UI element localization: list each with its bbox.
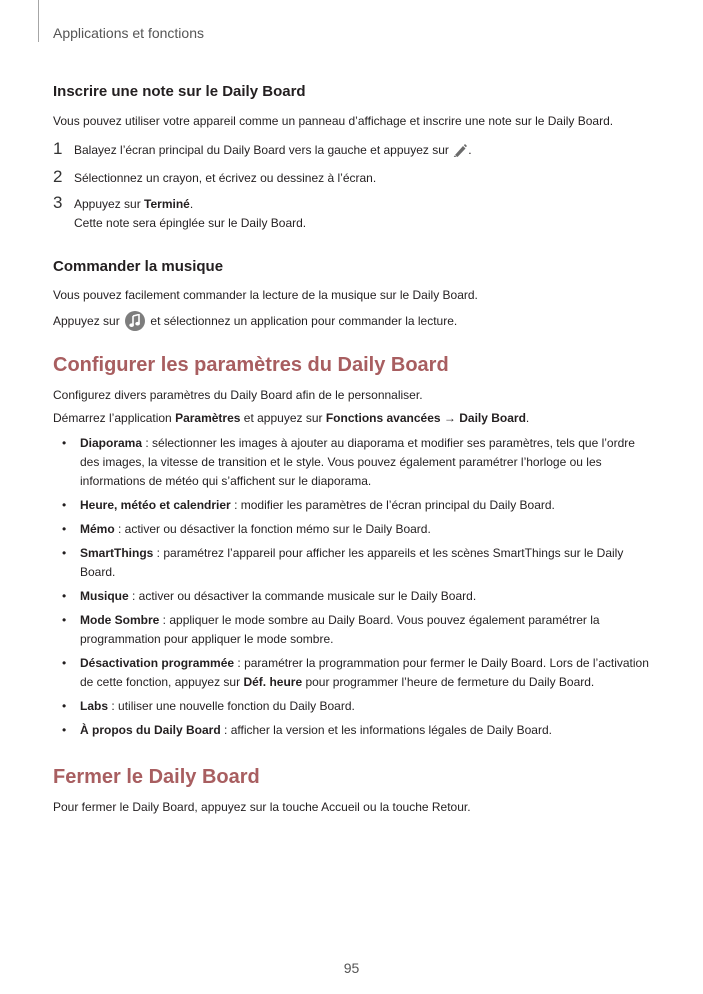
- item-desc-2: pour programmer l’heure de fermeture du Daily Board.: [302, 675, 595, 689]
- music-prefix: Appuyez sur: [53, 314, 120, 328]
- step-bold: Terminé: [144, 197, 190, 211]
- music-line2: [53, 311, 653, 331]
- item-term: Mémo: [80, 522, 115, 536]
- item-desc: : modifier les paramètres de l’écran principal du Daily Board.: [230, 498, 555, 512]
- item-desc: : activer ou désactiver la commande musicale sur le Daily Board.: [128, 589, 477, 603]
- item-term: À propos du Daily Board: [80, 723, 221, 737]
- item-desc: : sélectionner les images à ajouter au diaporama et modifier ses paramètres, tels que l’ordre des images, la vitesse de transition et le style. Vous pouvez également paramétrer l’horloge ou les informations de météo qui s’affichent sur le diaporama.: [80, 436, 635, 488]
- item-term: Musique: [80, 589, 129, 603]
- list-item: [53, 697, 653, 716]
- step-text: Balayez l’écran principal du Daily Board vers la gauche et appuyez sur: [74, 143, 449, 157]
- step-prefix: Appuyez sur: [74, 197, 145, 211]
- step-line2: Cette note sera épinglée sur le Daily Board.: [74, 216, 307, 230]
- bullet: •: [62, 589, 67, 603]
- item-desc: : activer ou désactiver la fonction mémo sur le Daily Board.: [114, 522, 431, 536]
- list-item: [53, 587, 653, 606]
- list-item: [53, 721, 653, 740]
- music-note-icon: [125, 311, 145, 331]
- bullet: •: [62, 498, 67, 512]
- path-arrow: →: [440, 411, 460, 425]
- item-term: Mode Sombre: [80, 613, 160, 627]
- path-mid: et appuyez sur: [240, 411, 326, 425]
- pen-icon: [452, 143, 468, 157]
- item-desc: : utiliser une nouvelle fonction du Daily Board.: [108, 699, 355, 713]
- step-2: [53, 169, 653, 188]
- item-term: Labs: [80, 699, 109, 713]
- step-3: [53, 195, 653, 233]
- page-content: [53, 82, 653, 817]
- list-item: [53, 654, 653, 692]
- note-intro: Vous pouvez utiliser votre appareil comme un panneau d’affichage et inscrire une note sur le Daily Board.: [53, 114, 614, 128]
- path-prefix: Démarrez l’application: [53, 411, 176, 425]
- step-number: 1: [53, 139, 63, 158]
- item-term-2: Déf. heure: [243, 675, 303, 689]
- page-header: Applications et fonctions: [53, 25, 204, 41]
- bullet: •: [62, 546, 67, 560]
- music-suffix: et sélectionnez un application pour commander la lecture.: [150, 314, 458, 328]
- bullet: •: [62, 656, 67, 670]
- bullet: •: [62, 723, 67, 737]
- step-number: 2: [53, 167, 63, 186]
- section-title-settings: Configurer les paramètres du Daily Board: [53, 354, 449, 376]
- list-item: [53, 544, 653, 582]
- item-term: Diaporama: [80, 436, 143, 450]
- item-desc: : paramétrez l’appareil pour afficher les appareils et les scènes SmartThings sur le Daily Board.: [80, 546, 624, 579]
- path-menu: Fonctions avancées: [325, 411, 441, 425]
- item-term: Désactivation programmée: [80, 656, 235, 670]
- bullet: •: [62, 613, 67, 627]
- bullet: •: [62, 699, 67, 713]
- bullet: •: [62, 436, 67, 450]
- item-desc: : appliquer le mode sombre au Daily Board. Vous pouvez également paramétrer la programmation pour appliquer le mode sombre.: [80, 613, 600, 646]
- list-item: [53, 611, 653, 649]
- step-end: .: [468, 143, 472, 157]
- step-number: 3: [53, 193, 63, 212]
- path-end: .: [525, 411, 530, 425]
- path-item: Daily Board: [459, 411, 526, 425]
- section-title-close: Fermer le Daily Board: [53, 766, 260, 788]
- list-item: [53, 496, 653, 515]
- path-app: Paramètres: [175, 411, 241, 425]
- section-title-music: Commander la musique: [53, 258, 224, 275]
- step-text: Sélectionnez un crayon, et écrivez ou dessinez à l’écran.: [74, 171, 377, 185]
- step-suffix: .: [189, 197, 194, 211]
- section-title-note: Inscrire une note sur le Daily Board: [53, 83, 306, 100]
- settings-list: [53, 434, 653, 740]
- bullet: •: [62, 522, 67, 536]
- item-term: SmartThings: [80, 546, 154, 560]
- page-number: 95: [343, 960, 360, 976]
- settings-path: [53, 409, 653, 428]
- close-text: Pour fermer le Daily Board, appuyez sur la touche Accueil ou la touche Retour.: [53, 800, 471, 814]
- item-desc: : paramétrer la programmation pour fermer le Daily Board. Lors de l’activation de cette fonction, appuyez sur: [80, 656, 649, 689]
- music-line1: Vous pouvez facilement commander la lecture de la musique sur le Daily Board.: [53, 288, 478, 302]
- list-item: [53, 434, 653, 491]
- step-1: [53, 141, 653, 160]
- header-rule: [38, 0, 39, 42]
- list-item: [53, 520, 653, 539]
- item-desc: : afficher la version et les informations légales de Daily Board.: [220, 723, 552, 737]
- item-term: Heure, météo et calendrier: [80, 498, 231, 512]
- settings-intro: Configurez divers paramètres du Daily Board afin de le personnaliser.: [53, 388, 423, 402]
